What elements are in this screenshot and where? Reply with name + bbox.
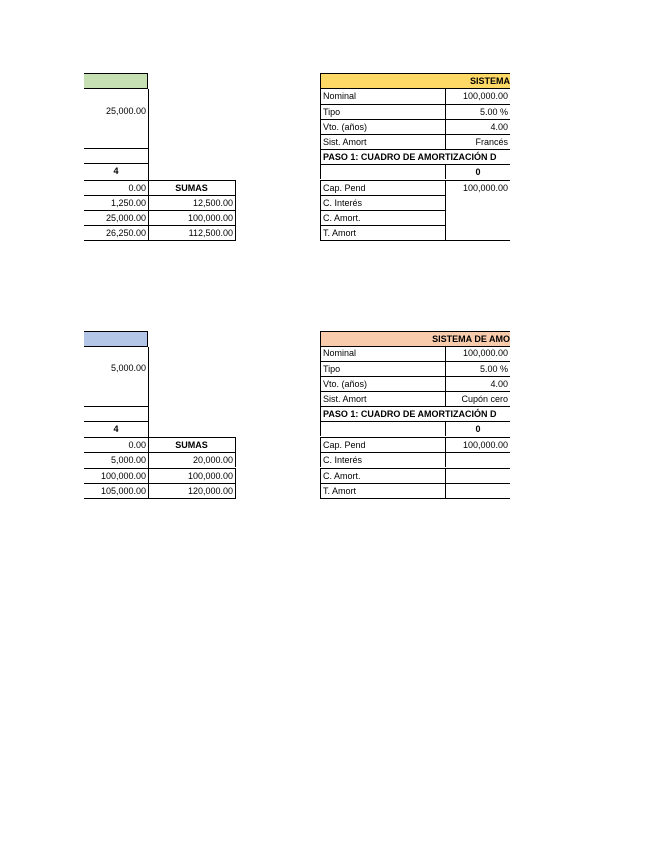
- block1-vto-label: Vto. (años): [320, 119, 445, 134]
- block2-total-label: T. Amort: [320, 483, 445, 499]
- block1-green-header: [84, 73, 148, 89]
- block2-amort-value: [445, 468, 510, 483]
- block1-left-sep-top: [84, 148, 148, 149]
- block1-nominal-value: 100,000.00: [445, 89, 510, 104]
- block1-period-blank: [320, 164, 445, 179]
- block1-left-cap-pend: 0.00: [84, 180, 148, 195]
- block2-amort-label: C. Amort.: [320, 468, 445, 483]
- block1-sist-label: Sist. Amort: [320, 134, 445, 149]
- block2-blue-header: [84, 331, 148, 347]
- block1-amort-label: C. Amort.: [320, 210, 445, 225]
- block2-left-sep-top: [84, 406, 148, 407]
- block1-vto-value: 4.00: [445, 119, 510, 134]
- block2-cap-pend-value: 100,000.00: [445, 437, 510, 452]
- block1-total-label: T. Amort: [320, 225, 445, 241]
- block2-left-cap-pend: 0.00: [84, 437, 148, 452]
- block1-paso-label: PASO 1: CUADRO DE AMORTIZACIÓN D: [320, 149, 510, 164]
- block1-tipo-value: 5.00 %: [445, 104, 510, 119]
- block1-right-bottom-line: [445, 240, 510, 241]
- block2-sum-interes: 20,000.00: [148, 452, 236, 467]
- block2-vto-value: 4.00: [445, 376, 510, 391]
- block2-left-interes: 5,000.00: [84, 452, 148, 467]
- block1-sist-value: Francés: [445, 134, 510, 149]
- block1-tipo-label: Tipo: [320, 104, 445, 119]
- block2-period-blank: [320, 421, 445, 436]
- block2-cap-pend-label: Cap. Pend: [320, 437, 445, 452]
- block1-sum-amort: 100,000.00: [148, 210, 236, 225]
- block2-left-period: 4: [113, 424, 119, 434]
- block1-left-amort: 25,000.00: [84, 210, 148, 225]
- block2-sum-amort: 100,000.00: [148, 468, 236, 483]
- block1-right-col-line: [445, 195, 446, 241]
- block2-left-value-mid: 5,000.00: [110, 363, 146, 373]
- block2-tipo-value: 5.00 %: [445, 361, 510, 376]
- block2-title: SISTEMA DE AMO: [320, 331, 510, 347]
- block2-left-amort: 100,000.00: [84, 468, 148, 483]
- block1-interes-label: C. Interés: [320, 195, 445, 210]
- block2-sumas-label: SUMAS: [148, 437, 236, 452]
- block1-cap-pend-label: Cap. Pend: [320, 180, 445, 195]
- block1-period-zero: 0: [445, 164, 510, 179]
- block2-interes-label: C. Interés: [320, 452, 445, 467]
- block1-left-period: 4: [113, 166, 119, 176]
- block2-interes-value: [445, 452, 510, 467]
- block2-sist-label: Sist. Amort: [320, 391, 445, 406]
- block1-sumas-label: SUMAS: [148, 180, 236, 195]
- block1-left-total: 26,250.00: [84, 225, 148, 241]
- block2-period-zero: 0: [445, 421, 510, 436]
- block1-left-value-mid: 25,000.00: [105, 106, 146, 116]
- block1-sum-interes: 12,500.00: [148, 195, 236, 210]
- block2-tipo-label: Tipo: [320, 361, 445, 376]
- block2-nominal-value: 100,000.00: [445, 346, 510, 361]
- block1-cap-pend-value: 100,000.00: [445, 180, 510, 195]
- block1-nominal-label: Nominal: [320, 89, 445, 104]
- block2-total-value: [445, 483, 510, 499]
- block1-title: SISTEMA: [320, 73, 510, 89]
- block1-sum-total: 112,500.00: [148, 225, 236, 241]
- block2-nominal-label: Nominal: [320, 346, 445, 361]
- block2-sum-total: 120,000.00: [148, 483, 236, 499]
- block2-sist-value: Cupón cero: [445, 391, 510, 406]
- block2-left-total: 105,000.00: [84, 483, 148, 499]
- block2-paso-label: PASO 1: CUADRO DE AMORTIZACIÓN D: [320, 406, 510, 421]
- block1-left-interes: 1,250.00: [84, 195, 148, 210]
- block2-vto-label: Vto. (años): [320, 376, 445, 391]
